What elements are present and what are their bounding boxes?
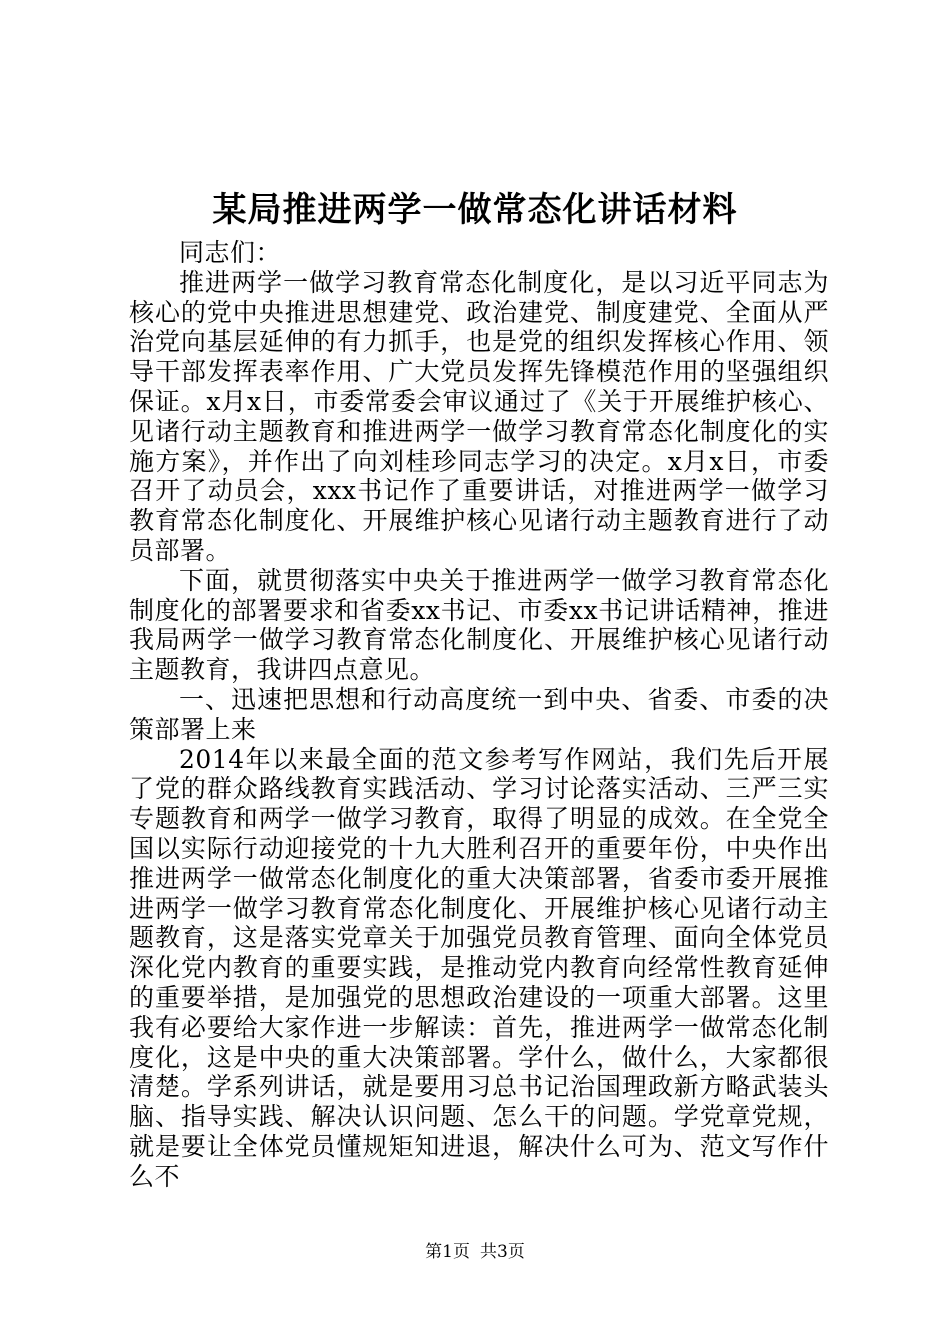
page-number-current: 第1页 bbox=[425, 1242, 470, 1262]
section-heading-paragraph: 一、迅速把思想和行动高度统一到中央、省委、市委的决策部署上来 bbox=[129, 684, 829, 744]
document-title: 某局推进两学一做常态化讲话材料 bbox=[212, 190, 738, 230]
salutation-paragraph: 同志们： bbox=[179, 238, 282, 267]
body-paragraph: 下面，就贯彻落实中央关于推进两学一做学习教育常态化制度化的部署要求和省委xx书记、市委xx书记讲话精神，推进我局两学一做学习教育常态化制度化、开展维护核心见诸行动主题教育，我讲四点意见。 bbox=[129, 565, 829, 685]
body-paragraph: 推进两学一做学习教育常态化制度化，是以习近平同志为核心的党中央推进思想建党、政治建党、制度建党、全面从严治党向基层延伸的有力抓手，也是党的组织发挥核心作用、领导干部发挥表率作用、广大党员发挥先锋模范作用的坚强组织保证。x月x日，市委常委会审议通过了《关于开展维护核心、见诸行动主题教育和推进两学一做学习教育常态化制度化的实施方案》，并作出了向刘桂珍同志学习的决定。x月x日，市委召开了动员会，xxx书记作了重要讲话，对推进两学一做学习教育常态化制度化、开展维护核心见诸行动主题教育进行了动员部署。 bbox=[129, 267, 829, 565]
page-number-total: 共3页 bbox=[480, 1242, 525, 1262]
page-footer bbox=[0, 1241, 950, 1263]
document-body bbox=[129, 238, 829, 1192]
body-paragraph: 2014年以来最全面的范文参考写作网站，我们先后开展了党的群众路线教育实践活动、学习讨论落实活动、三严三实专题教育和两学一做学习教育，取得了明显的成效。在全党全国以实际行动迎接党的十九大胜利召开的重要年份，中央作出推进两学一做常态化制度化的重大决策部署，省委市委开展推进两学一做学习教育常态化制度化、开展维护核心见诸行动主题教育，这是落实党章关于加强党员教育管理、面向全体党员深化党内教育的重要实践，是推动党内教育向经常性教育延伸的重要举措，是加强党的思想政治建设的一项重大部署。这里我有必要给大家作进一步解读：首先，推进两学一做常态化制度化，这是中央的重大决策部署。学什么，做什么，大家都很清楚。学系列讲话，就是要用习总书记治国理政新方略武装头脑、指导实践、解决认识问题、怎么干的问题。学党章党规，就是要让全体党员懂规矩知进退，解决什么可为、范文写作什么不 bbox=[129, 744, 829, 1191]
